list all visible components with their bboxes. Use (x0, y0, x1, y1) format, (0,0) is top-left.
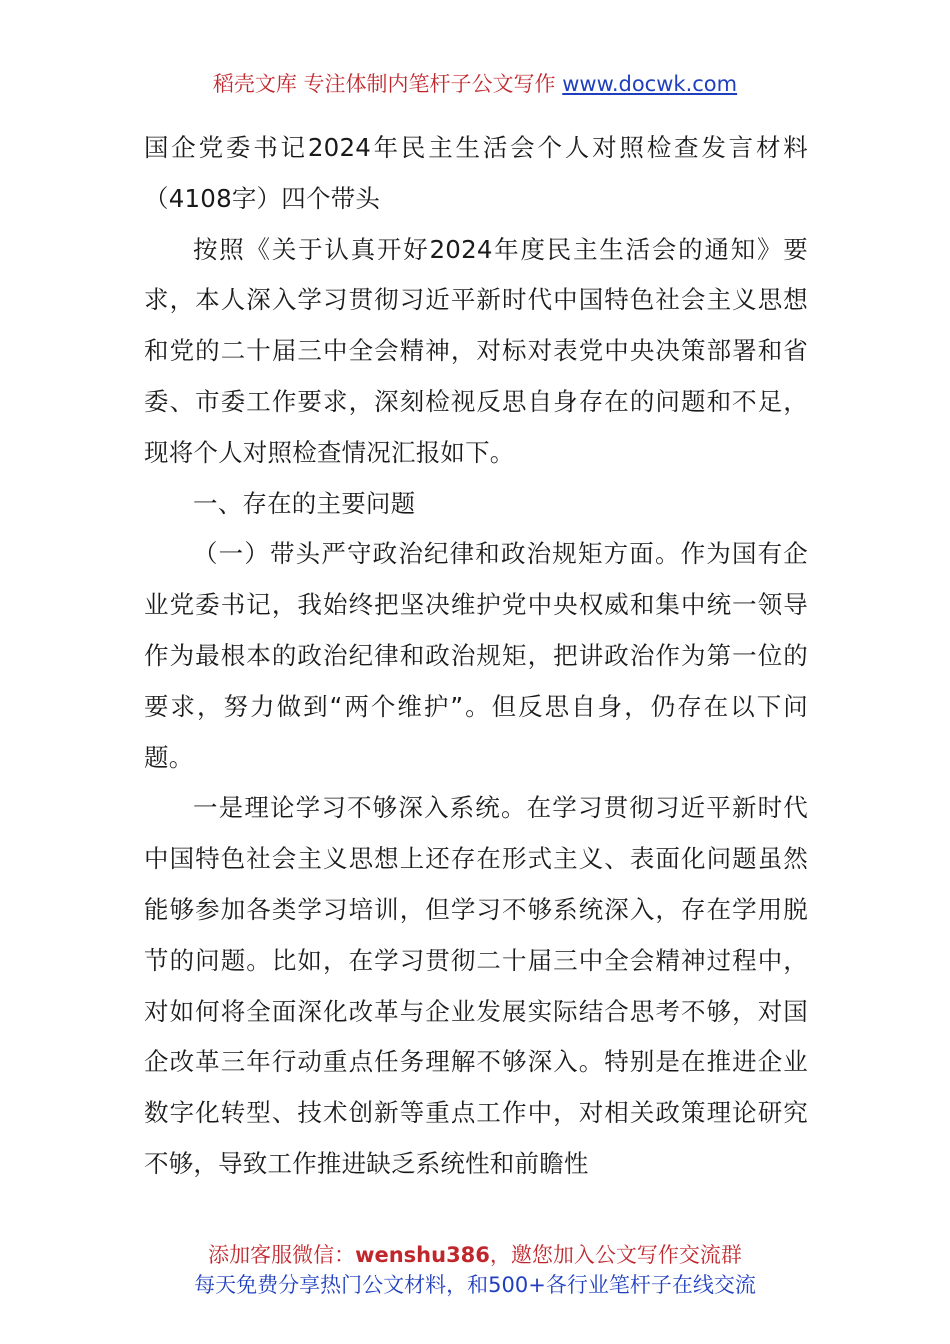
point-paragraph: 一是理论学习不够深入系统。在学习贯彻习近平新时代中国特色社会主义思想上还存在形式主义、表面化问题虽然能够参加各类学习培训，但学习不够系统深入，存在学用脱节的问题。比如，在学习贯彻二十届三中全会精神过程中，对如何将全面深化改革与企业发展实际结合思考不够，对国企改革三年行动重点任务理解不够深入。特别是在推进企业数字化转型、技术创新等重点工作中，对相关政策理论研究不够，导致工作推进缺乏系统性和前瞻性 (144, 793, 808, 1178)
footer-wechat-id: wenshu386 (355, 1243, 490, 1267)
footer-contact-line (0, 1240, 950, 1270)
document-body (144, 123, 808, 1190)
intro-paragraph: 按照《关于认真开好2024年度民主生活会的通知》要求，本人深入学习贯彻习近平新时代中国特色社会主义思想和党的二十届三中全会精神，对标对表党中央决策部署和省委、市委工作要求，深刻检视反思自身存在的问题和不足，现将个人对照检查情况汇报如下。 (144, 234, 808, 467)
footer-contact-prefix: 添加客服微信： (208, 1243, 356, 1267)
section-heading: 一、存在的主要问题 (193, 488, 416, 518)
document-title: 国企党委书记2024年民主生活会个人对照检查发言材料（4108字）四个带头 (144, 133, 808, 213)
site-brand: 稻壳文库 专注体制内笔杆子公文写作 (212, 72, 563, 96)
subsection-paragraph: （一）带头严守政治纪律和政治规矩方面。作为国有企业党委书记，我始终把坚决维护党中央权威和集中统一领导作为最根本的政治纪律和政治规矩，把讲政治作为第一位的要求，努力做到“两个维护”。但反思自身，仍存在以下问题。 (144, 539, 808, 772)
site-header (0, 68, 950, 100)
site-url-link[interactable]: www.docwk.com (562, 72, 738, 96)
footer-contact-suffix: ，邀您加入公文写作交流群 (489, 1243, 742, 1267)
footer-promo-line: 每天免费分享热门公文材料，和500+各行业笔杆子在线交流 (194, 1273, 756, 1297)
